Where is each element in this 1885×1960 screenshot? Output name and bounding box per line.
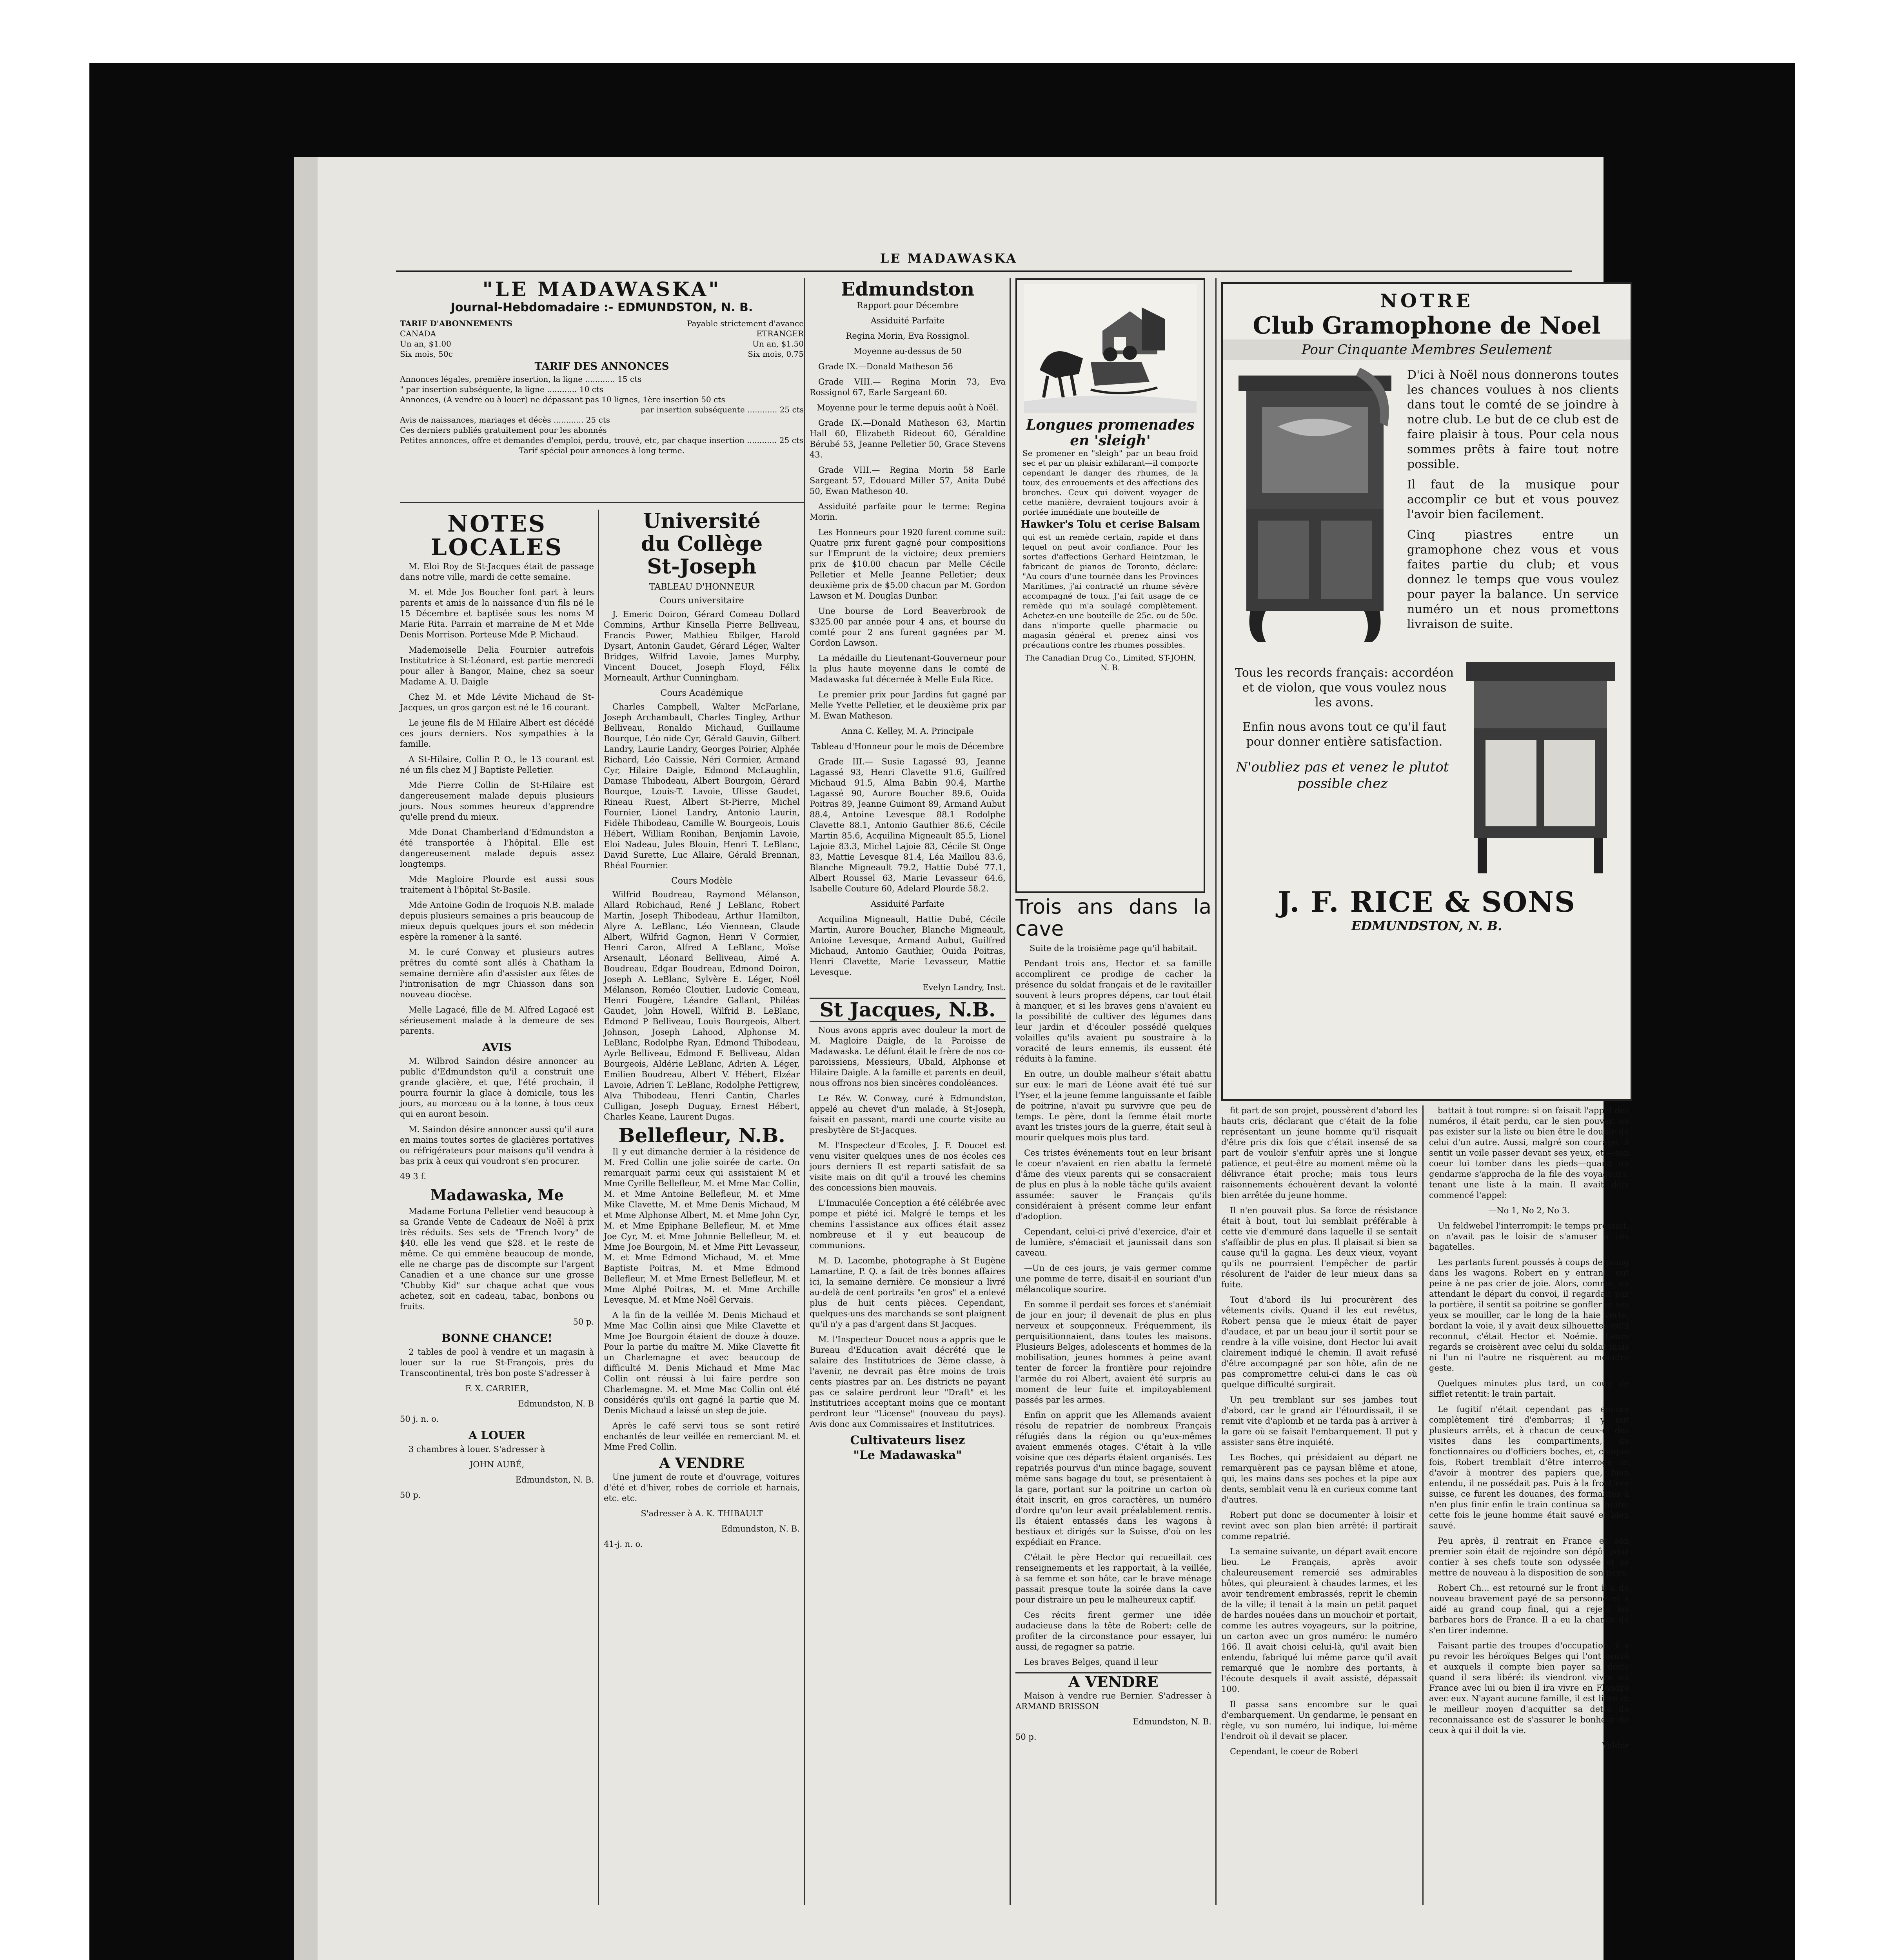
st-jacques-heading: St Jacques, N.B. — [819, 998, 996, 1021]
bonne-chance-name: F. X. CARRIER, — [465, 1384, 529, 1393]
st-jacques-text: M. D. Lacombe, photographe à St Eugène Lamartine, P. Q. a fait de très bonnes affaires ici, la semaine dernière. Ce monsieur a livré au-delà de cent portraits "en gros" et a enlevé plus de huit cents pièces. Cependant, quelques-uns des marchands se sont plaignent qu'il n'y a pas d'argent dans St Jacques. — [810, 1256, 1006, 1329]
canada-label: CANADA — [400, 329, 436, 338]
report-line: Regina Morin, Eva Rossignol. — [846, 331, 970, 341]
avis-text: M. Wilbrod Saindon désire annoncer au public d'Edmundston qu'il a construit une grande glacière, et que, l'été prochain, il pourra fournir la glace à domicile, tous les jours, au morceau ou à la tonne, à tous ceux qui en auront besoin. — [400, 1056, 594, 1119]
a-louer-text: 3 chambres à louer. S'adresser à — [409, 1445, 545, 1454]
story-text: Les Boches, qui présidaient au départ ne remarquèrent pas ce paysan blême et atone, qui, les mains dans ses poches et la pipe aux dents, semblait venu là en curieux comme tant d'autres. — [1221, 1453, 1417, 1504]
a-vendre-heading: A VENDRE — [1068, 1673, 1159, 1691]
masthead-title: "LE MADAWASKA" — [482, 278, 721, 301]
madawaska-me-text: Madame Fortuna Pelletier vend beaucoup à sa Grande Vente de Cadeaux de Noël à prix très réduits. Ses sets de "French Ivory" de $40. elle les vend que $28. et le reste de même. Ce qui emmène beaucoup de monde, elle ne charge pas de discompte sur l'argent Canadien et a une chance sur une grosse "Chubby Kid" sur chaque achat que vous achetez, soit en cadeau, tabac, bonbons ou fruits. — [400, 1207, 594, 1311]
gramophone-table-illustration — [1462, 658, 1619, 877]
story-text: Le fugitif n'était cependant pas encore complètement tiré d'embarras; il y eut plusieurs arrêts, et à chacun de ceux-ci des visites dans les compartiments, de fonctionnaires ou d'officiers boches, et, chaque fois, Robert tremblait d'être interrogé et d'avoir à montrer des papiers que, bien entendu, il ne possédait pas. Puis à la frontière suisse, ce furent les douanes, des formalités à n'en plus finir enfin le train continua sa route: cette fois le jeune homme était sauvé et bien sauvé. — [1429, 1405, 1629, 1530]
a-vendre-heading: A VENDRE — [659, 1455, 745, 1472]
news-item: Mde Donat Chamberland d'Edmundston a été transportée à l'hôpital. Elle est dangereusement malade depuis assez longtemps. — [400, 828, 594, 869]
trois-ans-text: Ces récits firent germer une idée audacieuse dans la tête de Robert: celle de profiter de la circonstance pour essayer, lui aussi, de regagner sa patrie. — [1015, 1610, 1211, 1651]
annonces-heading: TARIF DES ANNONCES — [534, 361, 669, 372]
ad-paragraph: Il faut de la musique pour accomplir ce but et vous pouvez l'avoir bien facilement. — [1407, 478, 1619, 521]
a-vendre-sig: 41-j. n. o. — [604, 1539, 643, 1549]
ad-paragraph: Cinq piastres entre un gramophone chez vous et vous faites partie du club; et vous donnez le temps que vous voulez pour payer la balance. Un service numéro un et nous promettons livraison de suite. — [1407, 528, 1619, 631]
story-text: battait à tout rompre: si on faisait l'appel des numéros, il était perdu, car le sien pouvait ne pas exister sur la liste ou bien être le double de celui d'un autre. Aussi, malgré son courage, il sentit un voile passer devant ses yeux, et,—son coeur lui tomber dans les pieds—quand un gendarme s'approcha de la file des voyageurs, tenant une liste à la main. Il avait déjà commencé l'appel: — [1429, 1106, 1629, 1200]
report-line: Grade IX.—Donald Matheson 56 — [818, 362, 953, 371]
report-line: Tableau d'Honneur pour le mois de Décembre — [811, 742, 1004, 751]
avis-text: M. Saindon désire annoncer aussi qu'il aura en mains toutes sortes de glacières portatives ou réfrigérateurs pour maisons qu'il vendra à bas prix à ceux qui voudront s'en procurer. — [400, 1125, 594, 1166]
bellefleur-text: Il y eut dimanche dernier à la résidence de M. Fred Collin une jolie soirée de carte. On remarquait parmi ceux qui assistaient M et Mme Cyrille Bellefleur, M. et Mme Mac Collin, M. et Mme Antoine Bellefleur, M. et Mme Mike Clavette, M. et Mme Denis Michaud, M et Mme Alphonse Albert, M. et Mme John Cyr, M. et Mme Epiphane Bellefleur, M. et Mme Joe Cyr, M. et Mme Johnnie Bellefleur, M. et Mme Joe Bourgoin, M. et Mme Pitt Levasseur, M. et Mme Edmond Michaud, M. et Mme Baptiste Poitras, M. et Mme Edmond Bellefleur, M. et Mme Ernest Bellefleur, M. et Mme Alphé Poitras, M. et Mme Archille Levesque, M. et Mme Noël Gervais. — [604, 1147, 800, 1305]
sleigh-text: qui est un remède certain, rapide et dans lequel on peut avoir confiance. Pour les sortes d'affections Gerhard Heintzman, le fabricant de pianos de Toronto, déclare: "Au cours d'une tournée dans les Provinces Maritimes, j'ai contracté un rhume sévère accompagné de toux. J'ai fait usage de ce remède qui m'a soulagé complètement. Achetez-en une bouteille de 25c. ou de 50c. dans n'importe quelle pharmacie ou magasin général et prenez ainsi vos précautions contre les rhumes possibles. — [1022, 532, 1198, 650]
annonce-line: par insertion subséquente ............ 25 cts — [641, 405, 804, 414]
news-item: A St-Hilaire, Collin P. O., le 13 courant est né un fils chez M J Baptiste Pelletier. — [400, 755, 594, 775]
a-louer-city: Edmundston, N. B. — [515, 1475, 594, 1485]
rate-value: 0.75 — [786, 349, 804, 359]
column-edmundston — [810, 278, 1006, 1905]
ad-club-title: Club Gramophone de Noel — [1253, 312, 1601, 339]
report-line: Grade VIII.— Regina Morin 73, Eva Rossignol 67, Earle Sargeant 60. — [810, 377, 1006, 397]
story-text: La semaine suivante, un départ avait encore lieu. Le Français, après avoir chaleureusement remercié ses admirables hôtes, qui pleuraient à chaudes larmes, et les avoir tendrement embrassés, reprit le chemin de la ville; il tenait à la main un petit paquet de hardes nouées dans un mouchoir et portait, comme les autres voyageurs, sur la poitrine, un carton avec un gros numéro: le numéro 166. Il avait choisi celui-là, qu'il avait bien entendu, fabriqué lui même parce qu'il avait remarqué que le nombre des portants, à l'écoute desquels il avait assisté, dépassait 100. — [1221, 1547, 1417, 1694]
a-vendre-city: Edmundston, N. B. — [1133, 1717, 1211, 1726]
annonce-line: Avis de naissances, mariages et décès ............ 25 cts — [400, 415, 610, 425]
story-text: Robert Ch... est retourné sur le front il a de nouveau bravement payé de sa personne et a aidé au grand coup final, qui a rejeté les barbares hors de France. Il a eu la chance de s'en tirer indemne. — [1429, 1583, 1629, 1635]
news-item: M. Eloi Roy de St-Jacques était de passage dans notre ville, mardi de cette semaine. — [400, 562, 594, 582]
report-line: Anna C. Kelley, M. A. Principale — [841, 726, 974, 736]
annonce-line: Petites annonces, offre et demandes d'emploi, perdu, trouvé, etc, par chaque insertion ............ 25 cts — [400, 436, 804, 445]
annonce-line: " par insertion subséquente, la ligne ............ 10 cts — [400, 385, 604, 394]
report-line: Assiduité Parfaite — [870, 899, 945, 909]
ad-reminder: N'oubliez pas et venez le plutot possible chez — [1236, 759, 1449, 791]
report-line: Assiduité parfaite pour le terme: Regina Morin. — [810, 502, 1006, 522]
newspaper-page — [294, 157, 1629, 1960]
trois-ans-subtitle: Suite de la troisième page qu'il habitait. — [1030, 944, 1197, 953]
ad-brand: J. F. RICE & SONS — [1278, 885, 1576, 918]
annonce-line: Annonces légales, première insertion, la ligne ............ 15 cts — [400, 374, 642, 384]
etranger-label: ETRANGER — [756, 329, 804, 338]
ad-subtitle: Pour Cinquante Membres Seulement — [1223, 339, 1631, 360]
bellefleur-text: A la fin de la veillée M. Denis Michaud et Mme Mac Collin ainsi que Mike Clavette et Mme Joe Bourgoin étaient de douze à douze. Pour la partie du maître M. Mike Clavette fit un Charlemagne et avec beaucoup de difficulté M. Denis Michaud et Mme Mac Collin ont réussi à lui faire perdre son Charlemagne. M. et Mme Mac Collin ont été considérés qu'ils ont gagné la partie que M. Denis Michaud a laissé un step de joie. — [604, 1310, 800, 1415]
report-line: Le premier prix pour Jardins fut gagné par Melle Yvette Pelletier, et le deuxième prix par M. Ewan Matheson. — [810, 690, 1006, 720]
sleigh-title: Longues promenades en 'sleigh' — [1026, 417, 1195, 449]
sleigh-product: Hawker's Tolu et cerise Balsam — [1021, 519, 1200, 530]
story-text: Cependant, le coeur de Robert — [1230, 1747, 1358, 1756]
a-louer-heading: A LOUER — [469, 1429, 525, 1442]
ad-paragraph: Enfin nous avons tout ce qu'il faut pour donner entière satisfaction. — [1242, 720, 1446, 749]
trois-ans-text: —Un de ces jours, je vais germer comme une pomme de terre, disait-il en souriant d'un mélancolique sourire. — [1015, 1263, 1211, 1294]
tarif-heading: TARIF D'ABONNEMENTS — [400, 319, 512, 328]
tarif-payable: Payable strictement d'avance — [687, 319, 804, 328]
story-text: Un peu tremblant sur ses jambes tout d'abord, car le grand air l'étourdissait, il se remit vite d'aplomb et ne tarda pas à arriver à la gare où se faisait l'embarquement. Il put y assister sans être inquiété. — [1221, 1395, 1417, 1447]
cours-heading: Cours Modèle — [671, 876, 732, 886]
story-text: Peu après, il rentrait en France et son premier soin était de rejoindre son dépôt pour contier à ses chefs toute son odyssée et se mettre de nouveau à la disposition de son pays. — [1429, 1536, 1629, 1577]
report-line: Moyenne pour le terme depuis août à Noël. — [817, 403, 999, 412]
cultivateurs-line: Cultivateurs lisez — [850, 1434, 965, 1447]
bonne-chance-heading: BONNE CHANCE! — [441, 1332, 552, 1345]
st-jacques-text: L'Immaculée Conception a été célébrée avec pompe et piété ici. Malgré le temps et les chemins l'assistance aux offices était assez nombreuse et il y eut beaucoup de communions. — [810, 1198, 1006, 1250]
masthead-rule — [400, 502, 804, 503]
story-text: Il passa sans encombre sur le quai d'embarquement. Un gendarme, le pensant en règle, vu son numéro, lui indique, lui-même l'endroit où il devait se placer. — [1221, 1700, 1417, 1741]
rate-value: 50c — [438, 349, 453, 359]
annonce-line: Tarif spécial pour annonces à long terme. — [519, 446, 685, 455]
news-item: M. et Mde Jos Boucher font part à leurs parents et amis de la naissance d'un fils né le 15 Décembre et baptisée sous les noms M Marie Rita. Parrain et marraine de M et Mde Denis Morrison. Porteuse Mde P. Michaud. — [400, 588, 594, 639]
bonne-chance-sig: 50 j. n. o. — [400, 1414, 439, 1424]
tableau-heading: TABLEAU D'HONNEUR — [649, 582, 755, 592]
news-item: Mde Pierre Collin de St-Hilaire est dangereusement malade depuis plusieurs jours. Nous sommes heureux d'apprendre qu'elle prend du mieux. — [400, 780, 594, 822]
cours-heading: Cours Académique — [660, 688, 743, 698]
rate-label: Un an, — [752, 339, 779, 348]
sleigh-text: Se promener en "sleigh" par un beau froid sec et par un plaisir exhilarant—il comporte cependant le danger des rhumes, de la toux, des enrouements et des affections des bronches. Ceux qui doivent voyager de cette manière, devraient toujours avoir à portée immédiate une bouteille de — [1022, 448, 1198, 517]
story-text: Tout d'abord ils lui procurèrent des vêtements civils. Quand il les eut revêtus, Robert pensa que le mieux était de payer d'audace, et par un beau jour il sortit pour se rendre à la ville voisine, dont Hector lui avait clairement indiqué le chemin. Il avait refusé d'être accompagné par son hôte, afin de ne pas compromettre celui-ci dans le cas où quelque difficulté surgirait. — [1221, 1295, 1417, 1389]
column-trois-ans — [1015, 278, 1211, 1905]
st-jacques-text: Nous avons appris avec douleur la mort de M. Magloire Daigle, de la Paroisse de Madawaska. Le défunt était le frère de nos co-paroissiens, Messieurs, Ubald, Alphonse et Hilaire Daigle. A la famille et parents en deuil, nous offrons nos bien sincères condoléances. — [810, 1025, 1006, 1088]
trois-ans-text: Ces tristes événements tout en leur brisant le coeur n'avaient en rien abattu la fermeté d'âme des vieux parents qui se consacraient de plus en plus à la noble tâche qu'ils avaient assumée: sauver le Français qu'ils considéraient à présent comme leur enfant d'adoption. — [1015, 1148, 1211, 1221]
trois-ans-title: Trois ans dans la cave — [1015, 895, 1211, 941]
trois-ans-text: C'était le père Hector qui recueillait ces renseignements et les rapportait, à la veillée, à sa femme et son hôte, car le brave ménage passait presque toute la soirée dans la cave pour distraire un peu le malheureux captif. — [1015, 1553, 1211, 1604]
cours-heading: Cours universitaire — [659, 596, 744, 606]
rate-value: $1.50 — [781, 339, 804, 348]
gramophone-ad — [1221, 282, 1632, 1101]
news-item: Chez M. et Mde Lévite Michaud de St-Jacques, un gros garçon est né le 16 courant. — [400, 692, 594, 712]
honor-list: Wilfrid Boudreau, Raymond Mélanson, Allard Robichaud, René J LeBlanc, Robert Martin, Joseph Thibodeau, Arthur Hamilton, Alyre A. LeBlanc, Léo Viennean, Claude Albert, Wilfrid Gagnon, Henri V Cormier, Henri Caron, Alfred A LeBlanc, Moïse Arsenault, Léonard Belliveau, Aimé A. Boudreau, Edgar Boudreau, Edmond Doiron, Joseph A. LeBlanc, Sylvère E. Léger, Noël Mélanson, Roméo Cloutier, Ludovic Comeau, Henri Fougère, Léandre Gallant, Philéas Gaudet, John Howell, Wilfrid B. LeBlanc, Edmond P Belliveau, Louis Bourgeois, Albert Johnson, Joseph Lahood, Alphonse M. LeBlanc, Rodolphe Ryan, Edmond Thibodeau, Ayrle Belliveau, Edmond F. Belliveau, Aldan Bourgeois, Aldérie LeBlanc, Adrien A. Léger, Emilien Boudreau, Albert V. Hébert, Elzéar Lavoie, Adrien T. LeBlanc, Rodolphe Pettigrew, Alva Thibodeau, Henri Cantin, Charles Culligan, Joseph Duguay, Ernest Hébert, Charles Keane, Laurent Dugas. — [604, 890, 800, 1122]
story-text: fit part de son projet, poussèrent d'abord les hauts cris, déclarant que c'était de la folie représentant un jeune homme qu'il risquait d'être pris dix fois que c'était insensé de sa part de vouloir s'enfuir après une si longue patience, et peut-être au moment même où la délivrance était proche; mais tous leurs raisonnements échouèrent devant la volonté bien arrêtée du jeune homme. — [1221, 1106, 1417, 1200]
trois-ans-text: Cependant, celui-ci privé d'exercice, d'air et de lumière, s'émaciait et jaunissait dans son caveau. — [1015, 1227, 1211, 1258]
trois-ans-text: Pendant trois ans, Hector et sa famille accomplirent ce prodige de cacher la présence du soldat français et de le ravitailler souvent à leurs propres dépens, car tout était à manquer, et si les braves gens n'avaient eu la possibilité de cultiver des légumes dans leur jardin et d'écouler possédé quelques volailles qu'ils avaient pu soustraire à la voracité de leurs ennemis, ils eussent été réduits à la famine. — [1015, 959, 1211, 1063]
rate-label: Six mois, — [400, 349, 436, 359]
news-item: Mademoiselle Delia Fournier autrefois Institutrice à St-Léonard, est partie mercredi pour aller à Bangor, Maine, chez sa soeur Madame A. U. Daigle — [400, 645, 594, 686]
trois-ans-text: Enfin on apprit que les Allemands avaient résolu de repatrier de nombreux Français réfugiés dans la région ou qu'eux-mêmes avaient emmenés otages. C'était à la ville voisine que ces départs étaient organisés. Les repatriés pourvus d'un mince bagage, souvent même sans bagage du tout, se présentaient à la gare, portant sur la poitrine un carton où était inscrit, en gros caractères, un numéro d'ordre qu'on leur avait préalablement remis. Ils étaient entassés dans les wagons à bestiaux et dirigés sur la Suisse, d'où on les expédiait en France. — [1015, 1410, 1211, 1547]
news-item: Melle Lagacé, fille de M. Alfred Lagacé est sérieusement malade à la demeure de ses parents. — [400, 1005, 594, 1036]
rate-value: $1.00 — [429, 339, 451, 348]
report-line: Grade VIII.— Regina Morin 58 Earle Sargeant 57, Edouard Miller 57, Anita Dubé 50, Ewan Matheson 40. — [810, 465, 1006, 496]
column-notes-locales — [400, 510, 594, 1905]
ad-city: EDMUNDSTON, N. B. — [1351, 918, 1502, 933]
sleigh-ad — [1015, 278, 1205, 893]
story-text: Quelques minutes plus tard, un coup de sifflet retentit: le train partait. — [1429, 1379, 1629, 1399]
avis-sig: 49 3 f. — [400, 1172, 427, 1181]
bonne-chance-city: Edmundston, N. B — [518, 1399, 594, 1408]
a-vendre-city: Edmundston, N. B. — [721, 1524, 800, 1534]
story-text: —No 1, No 2, No 3. — [1488, 1206, 1570, 1215]
trois-ans-text: En somme il perdait ses forces et s'anémiait de jour en jour; il devenait de plus en plus nerveux et soupçonneux. Fréquemment, ils perquisitionnaient, dans toutes les maisons. Plusieurs Belges, adolescents et hommes de la mobilisation, jeunes hommes à peine avant tenter de forcer la frontière pour rejoindre l'armée du roi Albert, avaient été surpris au moment de leur fuite et impitoyablement passés par les armes. — [1015, 1300, 1211, 1405]
a-louer-sig: 50 p. — [400, 1490, 421, 1500]
column-story-end — [1429, 1105, 1629, 1905]
column-universite — [604, 510, 800, 1905]
st-jacques-text: M. l'Inspecteur d'Ecoles, J. F. Doucet est venu visiter quelques unes de nos écoles ces jours derniers Il est reparti satisfait de sa visite mais on dit qu'il a trouvé les chemins des concessions bien mauvais. — [810, 1141, 1006, 1192]
edmundston-heading: Edmundston — [841, 278, 975, 300]
column-divider — [804, 278, 805, 1905]
report-line: Une bourse de Lord Beaverbrook de $325.00 par année pour 4 ans, et bourse du comté pour 2 ans furent gagnées par M. Gordon Lawson. — [810, 606, 1006, 648]
bonne-chance-text: 2 tables de pool à vendre et un magasin à louer sur la rue St-François, près du Transcontinental, très bon poste S'adresser à — [400, 1347, 594, 1378]
masthead — [400, 278, 804, 498]
ad-notre: NOTRE — [1380, 290, 1473, 312]
st-jacques-text: M. l'Inspecteur Doucet nous a appris que le Bureau d'Education avait décrété que le salaire des Institutrices de 3ème classe, à l'avenir, ne devrait pas être moins de trois cents piastres par an. Les districts ne payant pas ce salaire perdront leur "Draft" et les Institutrices acceptant moins que ce montant perdront leur "License" (nouveau du pays). Avis donc aux Commissaires et Institutrices. — [810, 1335, 1006, 1429]
rate-label: Six mois, — [748, 349, 784, 359]
annonce-line: Annonces, (A vendre ou à louer) ne dépassant pas 10 lignes, 1ère insertion 50 cts — [400, 395, 725, 404]
report-line: Assiduité Parfaite — [870, 316, 945, 325]
report-line: Rapport pour Décembre — [857, 301, 959, 310]
notes-locales-heading: NOTES LOCALES — [430, 510, 563, 561]
page-header: LE MADAWASKA — [880, 251, 1018, 266]
a-louer-name: JOHN AUBÉ, — [469, 1460, 525, 1469]
universite-heading: du Collège — [641, 532, 763, 556]
cultivateurs-line: "Le Madawaska" — [853, 1448, 962, 1462]
sleigh-company: The Canadian Drug Co., Limited, ST-JOHN, N. B. — [1024, 653, 1196, 672]
gramophone-cabinet-illustration — [1231, 368, 1399, 650]
ad-paragraph: Tous les records français: accordéon et de violon, que vous voulez nous les avons. — [1235, 666, 1454, 710]
honor-list: Charles Campbell, Walter McFarlane, Joseph Archambault, Charles Tingley, Arthur Belliveau, Ronaldo Michaud, Guillaume Bourque, Léo nide Cyr, Gérald Gauvin, Gilbert Landry, Laurie Landry, Georges Poirier, Alphée Richard, Léo Caissie, Néri Cormier, Armand Cyr, Hilaire Daigle, Edmond McLaughlin, Damase Thibodeau, Albert Bourgoin, Gérard Bourque, Louis-T. Lavoie, Ulisse Gaudet, Rineau Ruest, Albert St-Pierre, Michel Fournier, Lionel Landry, Antonio Laurin, Fidèle Thibodeau, Camille W. Bourgeois, Louis Hébert, William Ronihan, Benjamin Lavoie, Eloi Nadeau, Jules Blouin, Henri T. LeBlanc, David Surette, Luc Allaire, Gérald Brennan, Rhéal Fournier. — [604, 702, 800, 870]
trois-ans-text: En outre, un double malheur s'était abattu sur eux: le mari de Léone avait été tué sur l'Yser, et la jeune femme languissante et faible de poitrine, n'avait pu survivre que peu de temps. Le père, dont la femme était morte avant les tristes jours de la guerre, était seul à mourir quelques mois plus tard. — [1015, 1069, 1211, 1142]
annonce-line: Ces derniers publiés gratuitement pour les abonnés — [400, 425, 607, 435]
news-item: Le jeune fils de M Hilaire Albert est décédé ces jours derniers. Nos sympathies à la famille. — [400, 718, 594, 749]
news-item: Mde Magloire Plourde est aussi sous traitement à l'hôpital St-Basile. — [400, 875, 594, 895]
masthead-subtitle: Journal-Hebdomadaire :- EDMUNDSTON, N. B. — [450, 301, 753, 314]
honor-list: J. Emeric Doiron, Gérard Comeau Dollard Commins, Arthur Kinsella Pierre Belliveau, Francis Power, Mathieu Ebilger, Harold Dysart, Antonin Gaudet, Gérard Léger, Walter Bridges, Wilfrid Lavoie, James Murphy, Vincent Doucet, Joseph Floyd, Félix Morneault, Arthur Cunningham. — [604, 610, 800, 682]
story-text: Faisant partie des troupes d'occupation, il a pu revoir les héroïques Belges qui l'ont sauvé et auxquels il compte bien payer sa dette quand il sera libéré: ils viendront vivre en France avec lui ou bien il ira vivre en Flandre avec eux. N'ayant aucune famille, il est libre et le meilleur moyen d'acquitter sa dette de reconnaissance est de s'assurer le bonheur de ceux à qui il doit la vie. — [1429, 1641, 1629, 1735]
column-divider — [598, 510, 599, 1905]
news-item: Mde Antoine Godin de Iroquois N.B. malade depuis plusieurs semaines a pris beaucoup de mieux depuis quelques jours et son médecin espère la ramener à la santé. — [400, 900, 594, 942]
column-divider — [1422, 1105, 1424, 1905]
st-jacques-text: Le Rév. W. Conway, curé à Edmundston, appelé au chevet d'un malade, à St-Joseph, faisait en passant, mardi une courte visite au presbytère de St-Jacques. — [810, 1094, 1006, 1135]
rate-label: Un an, — [400, 339, 427, 348]
news-item: M. le curé Conway et plusieurs autres prêtres du comté sont allés à Chatham la semaine dernière afin d'assister aux fêtes de l'intronisation de mgr Chiasson dans son nouveau diocèse. — [400, 947, 594, 999]
story-signature: Valdor — [1602, 1741, 1629, 1750]
report-line: Les Honneurs pour 1920 furent comme suit: Quatre prix furent gagné pour compositions sur l'Emprunt de la victoire; deux premiers prix de $10.00 chacun par Melle Cécile Pelletier et Melle Jeanne Pelletier; deux deuxième prix de $5.00 chacun par M. Gordon Lawson et M. Douglas Dunbar. — [810, 528, 1006, 601]
report-line: Evelyn Landry, Inst. — [922, 983, 1006, 992]
sleigh-illustration — [1024, 284, 1197, 413]
a-vendre-text: Maison à vendre rue Bernier. S'adresser à ARMAND BRISSON — [1015, 1691, 1211, 1711]
universite-heading: Université — [643, 509, 761, 533]
story-text: Un feldwebel l'interrompit: le temps pressait, on n'avait pas le loisir de s'amuser à ces bagatelles. — [1429, 1221, 1629, 1252]
a-vendre-contact: S'adresser à A. K. THIBAULT — [641, 1509, 763, 1518]
page-fold-shadow — [294, 157, 318, 1960]
story-text: Il n'en pouvait plus. Sa force de résistance était à bout, tout lui semblait préférable à cette vie d'emmuré dans laquelle il se sentait s'affaiblir de plus en plus. Il plaisait si bien sa cause qu'il la gagna. Les deux vieux, voyant qu'ils ne pourraient l'empêcher de partir résolurent de l'aider de leur mieux dans sa fuite. — [1221, 1206, 1417, 1289]
column-divider — [1215, 278, 1217, 1905]
a-vendre-text: Une jument de route et d'ouvrage, voitures d'été et d'hiver, robes de corriole et harnais, etc. etc. — [604, 1472, 800, 1503]
trois-ans-text: Les braves Belges, quand il leur — [1024, 1657, 1159, 1667]
column-divider — [1010, 278, 1011, 1905]
a-vendre-sig: 50 p. — [1015, 1732, 1037, 1742]
ad-paragraph: D'ici à Noël nous donnerons toutes les chances voulues à nos clients dans tout le comté de se joindre à notre club. Le but de ce club est de faire plaisir à tous. Pour cela nous sommes prêts à faire tout notre possible. — [1407, 368, 1619, 471]
avis-heading: AVIS — [482, 1041, 512, 1054]
column-story-continued — [1221, 1105, 1417, 1905]
story-text: Les partants furent poussés à coups de poing dans les wagons. Robert en y entrant, eut peine à ne pas crier de joie. Alors, comme, en attendant le départ du convoi, il regardait par la portière, il sentit sa poitrine se gonfler et ses yeux se mouiller, car le long de la haie verte, bordant la voie, il y avait deux silhouettes qu'il reconnut, c'était Hector et Noémie. Leurs regards se croisèrent avec celui du soldat mais ni l'un ni l'autre ne risquèrent au moindre geste. — [1429, 1258, 1629, 1373]
madawaska-me-sig: 50 p. — [573, 1317, 594, 1327]
story-text: Robert put donc se documenter à loisir et revint avec son plan bien arrêté: il partirait comme repatrié. — [1221, 1510, 1417, 1541]
madawaska-me-heading: Madawaska, Me — [430, 1186, 564, 1204]
report-line: La médaille du Lieutenant-Gouverneur pour la plus haute moyenne dans le comté de Madawaska fut décernée à Melle Eula Rice. — [810, 653, 1006, 684]
bellefleur-heading: Bellefleur, N.B. — [618, 1124, 785, 1147]
report-line: Acquilina Migneault, Hattie Dubé, Cécile Martin, Aurore Boucher, Blanche Migneault, Antoine Levesque, Armand Aubut, Guilfred Michaud, Antonio Gauthier, Ouida Poitras, Henri Clavette, Marie Levasseur, Mattie Levesque. — [810, 915, 1006, 977]
header-rule — [396, 270, 1572, 272]
universite-heading: St-Joseph — [647, 555, 757, 579]
report-line: Moyenne au-dessus de 50 — [854, 347, 962, 356]
bellefleur-text: Après le café servi tous se sont retiré enchantés de leur veillée en remerciant M. et Mme Fred Collin. — [604, 1421, 800, 1452]
report-line: Grade IX.—Donald Matheson 63, Martin Hall 60, Elizabeth Rideout 60, Géraldine Bérubé 53, Jeanne Pelletier 50, Grace Stevens 43. — [810, 418, 1006, 459]
report-line: Grade III.— Susie Lagassé 93, Jeanne Lagassé 93, Henri Clavette 91.6, Guilfred Michaud 91.5, Alma Babin 90.4, Marthe Lagassé 90, Aurore Boucher 89.6, Ouida Poitras 89, Jeanne Guimont 89, Armand Aubut 88.4, Antoine Levesque 88.1 Rodolphe Clavette 88.1, Antonio Gauthier 86.6, Cécile Martin 85.6, Acquilina Migneault 85.5, Lionel Lajoie 83.3, Michel Lajoie 83, Cécile St Onge 83, Mattie Levesque 81.4, Léa Maillou 83.6, Blanche Migneault 79.2, Hattie Dubé 77.1, Albert Roussel 63, Marie Levasseur 64.6, Isabelle Couture 60, Adelard Plourde 58.2. — [810, 757, 1006, 893]
